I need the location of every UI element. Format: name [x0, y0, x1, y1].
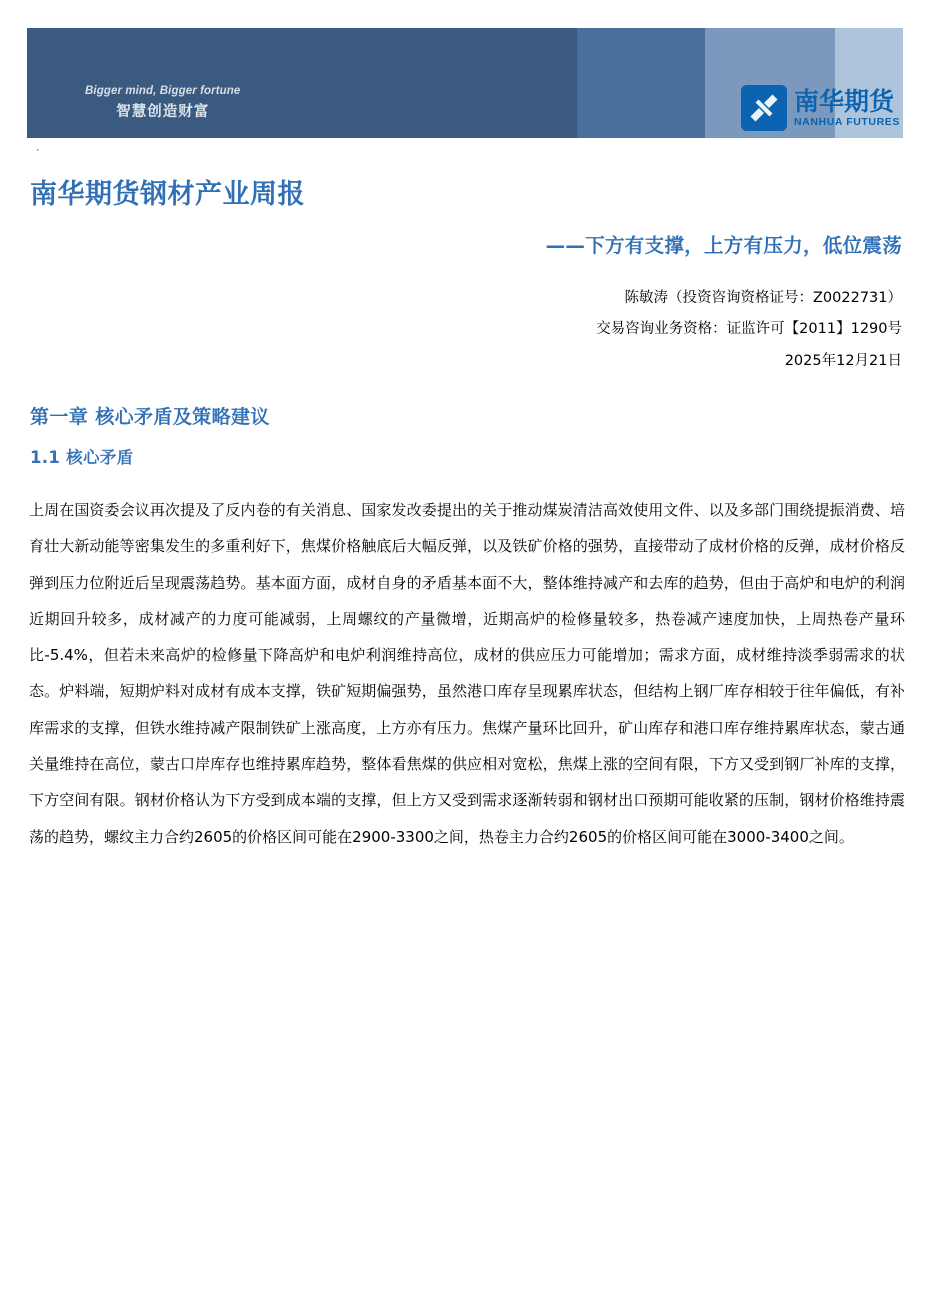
report-date: 2025年12月21日 [784, 352, 902, 369]
author-line: 陈敏涛（投资咨询资格证号：Z0022731） [624, 290, 902, 306]
logo-name-english: NANHUA FUTURES [794, 115, 901, 128]
page-title: 南华期货钢材产业周报 [30, 179, 305, 210]
banner-panel-mid [577, 28, 705, 138]
chapter-heading: 第一章 核心矛盾及策略建议 [30, 406, 270, 428]
header-banner [27, 28, 903, 138]
tagline-english: Bigger mind, Bigger fortune [85, 85, 241, 97]
company-logo [741, 85, 900, 131]
tagline-chinese: 智慧创造财富 [116, 103, 210, 120]
nanhua-logo-icon [741, 85, 787, 131]
stray-mark: · [36, 144, 40, 156]
subsection-heading: 1.1 核心矛盾 [30, 448, 134, 467]
body-paragraph: 上周在国资委会议再次提及了反内卷的有关消息、国家发改委提出的关于推动煤炭清洁高效使用文件、以及多部门围绕提振消费、培育壮大新动能等密集发生的多重利好下，焦煤价格触底后大幅反弹，以及铁矿价格的强势，直接带动了成材价格的反弹，成材价格反弹到压力位附近后呈现震荡趋势。基本面方面，成材自身的矛盾基本面不大，整体维持减产和去库的趋势，但由于高炉和电炉的利润近期回升较多，成材减产的力度可能减弱，上周螺纹的产量微增，近期高炉的检修量较多，热卷减产速度加快，上周热卷产量环比-5.4%，但若未来高炉的检修量下降高炉和电炉利润维持高位，成材的供应压力可能增加；需求方面，成材维持淡季弱需求的状态。炉料端，短期炉料对成材有成本支撑，铁矿短期偏强势，虽然港口库存呈现累库状态，但结构上钢厂库存相较于往年偏低，有补库需求的支撑，但铁水维持减产限制铁矿上涨高度，上方亦有压力。焦煤产量环比回升，矿山库存和港口库存维持累库状态，蒙古通关量维持在高位，蒙古口岸库存也维持累库趋势，整体看焦煤的供应相对宽松，焦煤上涨的空间有限，下方又受到钢厂补库的支撑，下方空间有限。钢材价格认为下方受到成本端的支撑，但上方又受到需求逐渐转弱和钢材出口预期可能收紧的压制，钢材价格维持震荡的趋势，螺纹主力合约2605的价格区间可能在2900-3300之间，热卷主力合约2605的价格区间可能在3000-3400之间。 [29, 501, 905, 846]
logo-wordmark [794, 86, 901, 128]
byline-block [302, 283, 902, 377]
company-tagline [85, 83, 240, 123]
license-line: 交易咨询业务资格：证监许可【2011】1290号 [596, 321, 902, 338]
page-subtitle: ——下方有支撑，上方有压力，低位震荡 [545, 234, 902, 257]
logo-name-chinese: 南华期货 [794, 86, 895, 116]
